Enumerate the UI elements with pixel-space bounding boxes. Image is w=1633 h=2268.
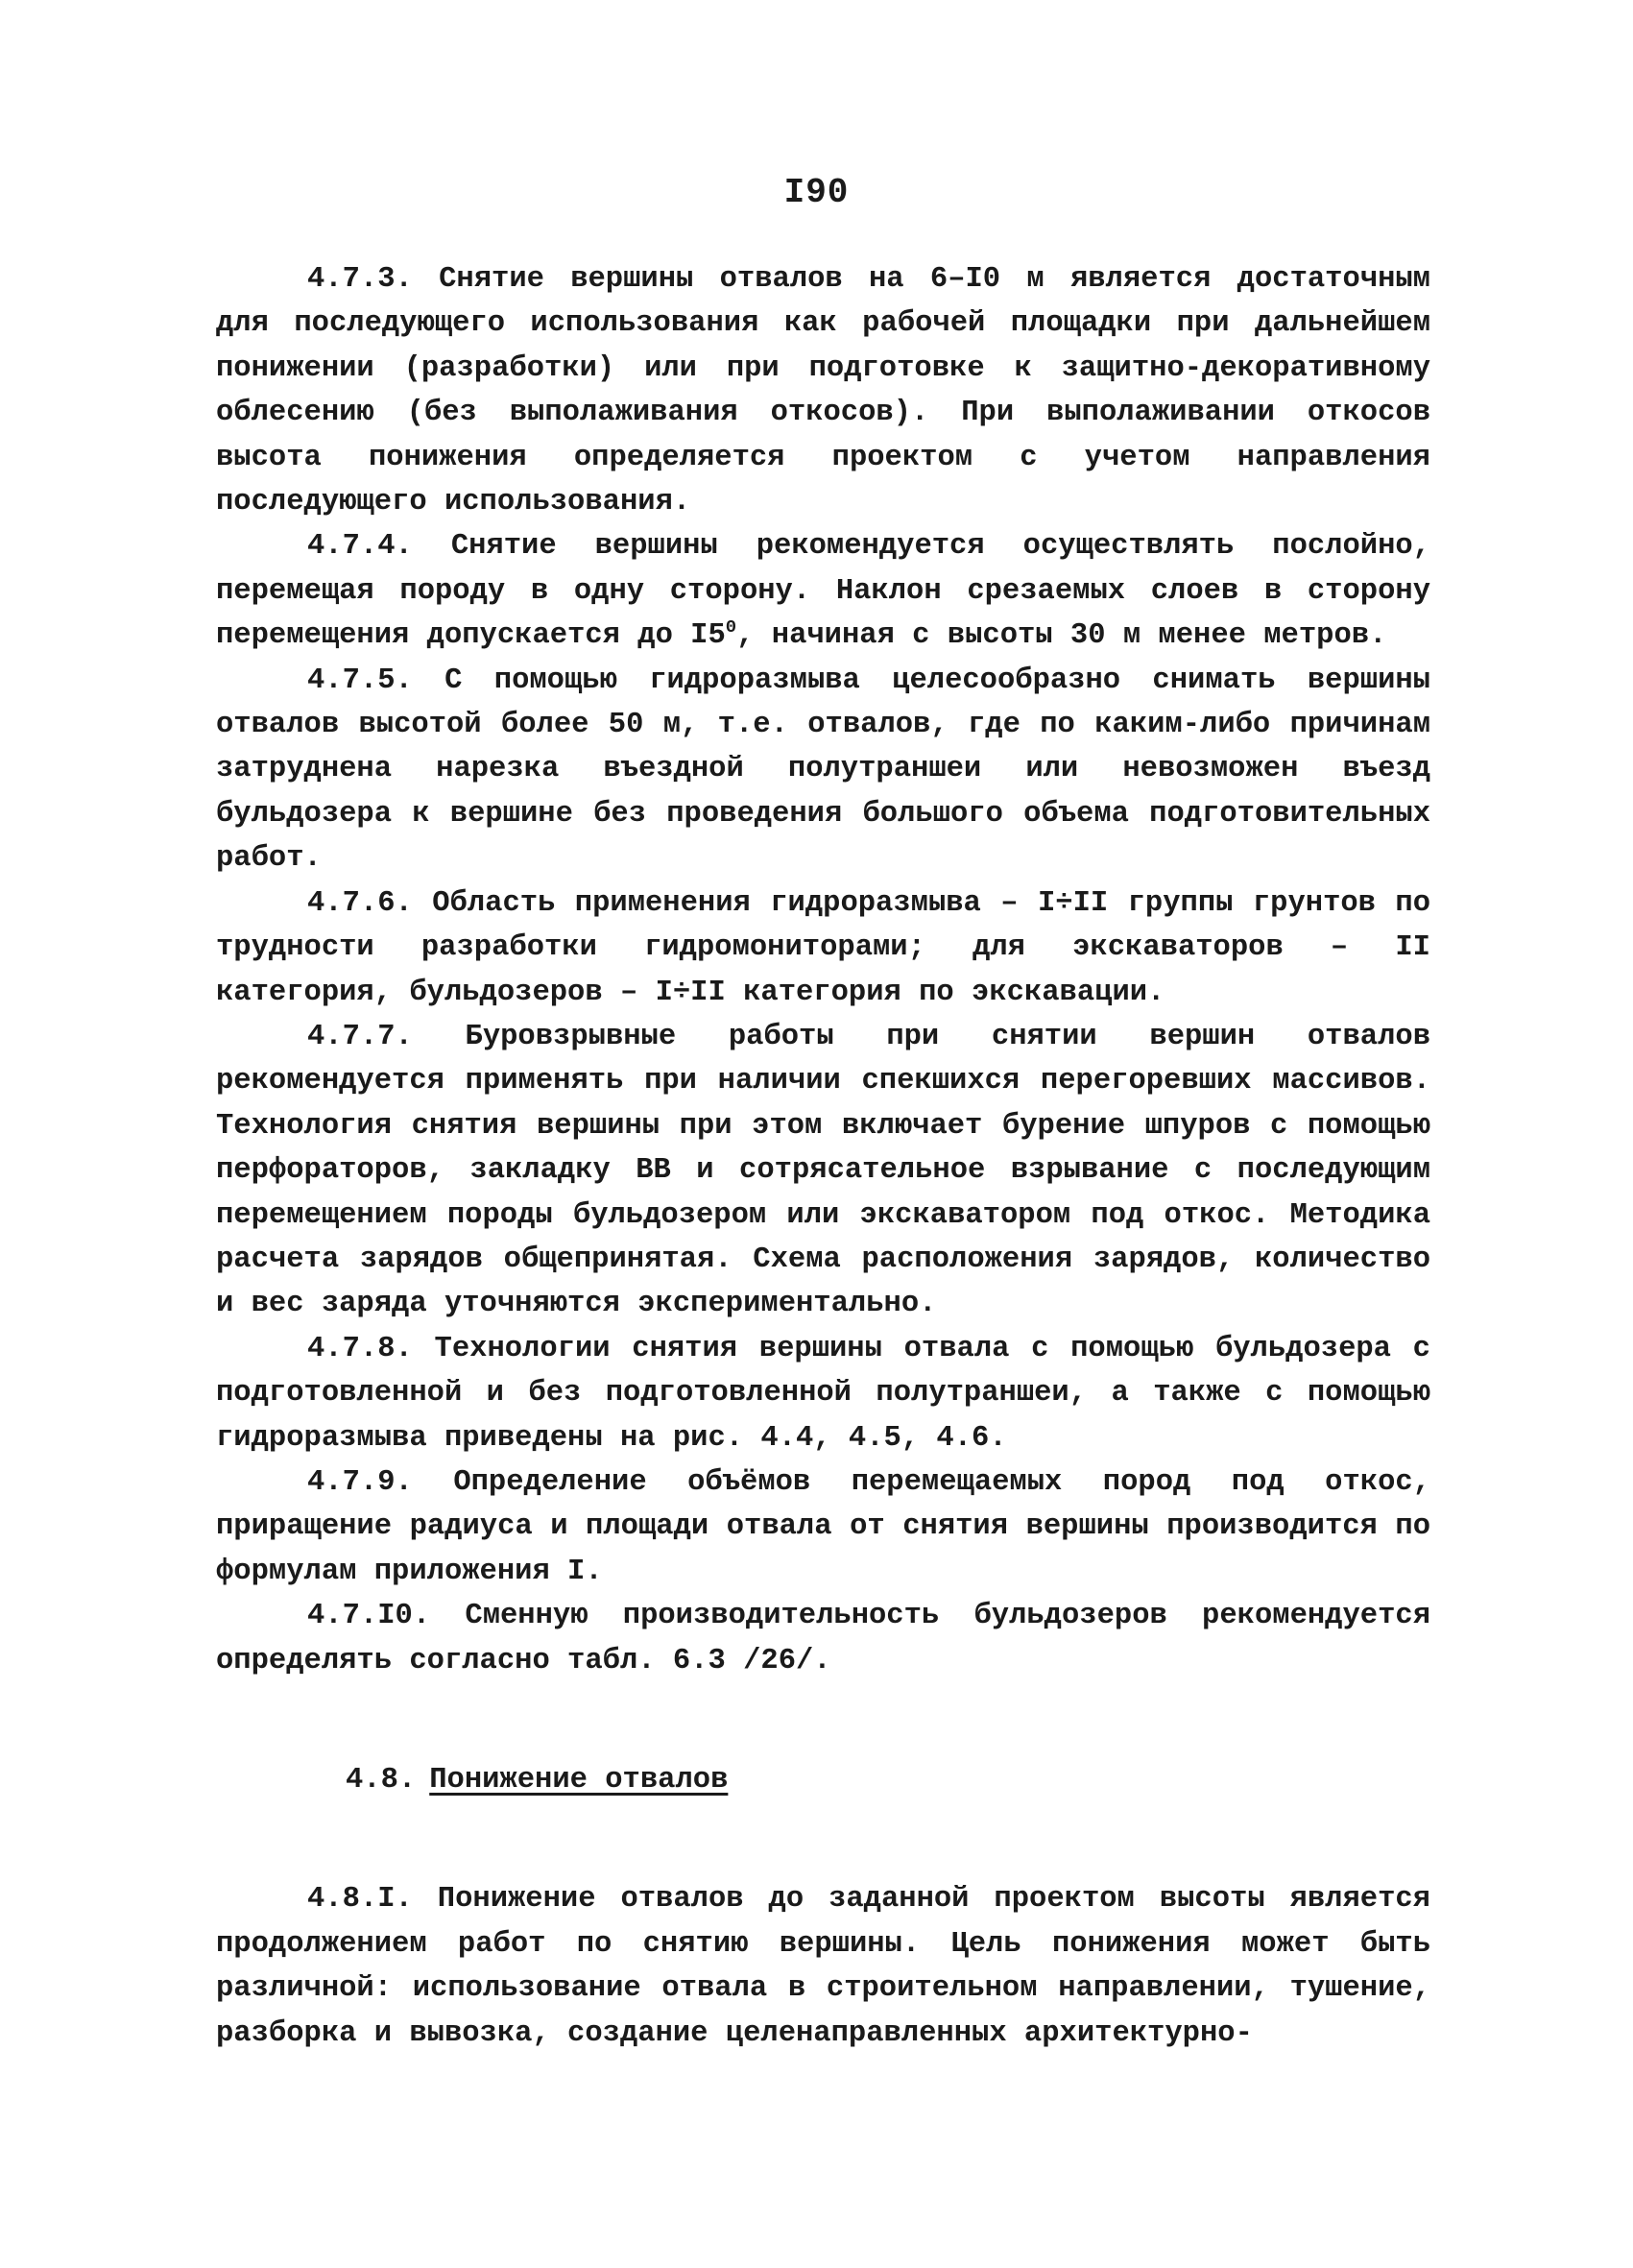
paragraph-text: Технологии снятия вершины отвала с помощью бульдозера с подготовленной и без подготовленной полутраншеи, а также с помощью гидроразмыва приведены на рис. 4.4, 4.5, 4.6.	[216, 1332, 1430, 1455]
degree-superscript: 0	[725, 616, 737, 639]
section-number: 4.8.	[346, 1764, 417, 1797]
paragraph-4-8-1	[216, 1877, 1430, 2056]
paragraph-4-7-10	[216, 1594, 1430, 1683]
paragraph-label: 4.7.5.	[307, 664, 413, 697]
page-number: I90	[783, 173, 850, 212]
paragraph-text: Понижение отвалов до заданной проектом высоты является продолжением работ по снятию вершины. Цель понижения может быть различной: использование отвала в строительном направлении, тушение, разборка и вывозка, создание целенаправленных архитектурно-	[216, 1883, 1430, 2050]
paragraph-text: Сменную производительность бульдозеров рекомендуется определять согласно табл. 6.3 /26/.	[216, 1600, 1430, 1677]
paragraph-label: 4.7.I0.	[307, 1600, 431, 1633]
section-heading	[216, 1758, 1430, 1802]
paragraph-label: 4.7.3.	[307, 263, 413, 296]
paragraph-text: С помощью гидроразмыва целесообразно снимать вершины отвалов высотой более 50 м, т.е. отвалов, где по каким-либо причинам затруднена нарезка въездной полутраншеи или невозможен въезд бульдозера к вершине без проведения большого объема подготовительных работ.	[216, 664, 1430, 876]
paragraph-label: 4.7.9.	[307, 1465, 413, 1499]
paragraph-label: 4.8.I.	[307, 1883, 413, 1917]
paragraph-label: 4.7.8.	[307, 1332, 413, 1365]
paragraph-4-7-3	[216, 257, 1430, 524]
paragraph-text: Определение объёмов перемещаемых пород под откос, приращение радиуса и площади отвала от снятия вершины производится по формулам приложения I.	[216, 1465, 1430, 1588]
paragraph-text-continued: , начиная с высоты 30 м менее метров.	[736, 619, 1387, 653]
paragraph-4-7-5	[216, 659, 1430, 881]
paragraph-text: Буровзрывные работы при снятии вершин отвалов рекомендуется применять при наличии спекшихся перегоревших массивов. Технология снятия вершины при этом включает бурение шпуров с помощью перфораторов, закладку ВВ и сотрясательное взрывание с последующим перемещением породы бульдозером или экскаватором под откос. Методика расчета зарядов общепринятая. Схема расположения зарядов, количество и вес заряда уточняются экспериментально.	[216, 1020, 1430, 1321]
paragraph-4-7-7	[216, 1015, 1430, 1327]
paragraph-text: Снятие вершины рекомендуется осуществлять послойно, перемещая породу в одну сторону. Наклон срезаемых слоев в сторону перемещения допускается до I5	[216, 530, 1430, 653]
paragraph-4-7-9	[216, 1460, 1430, 1594]
paragraph-label: 4.7.6.	[307, 886, 413, 920]
paragraph-text: Область применения гидроразмыва – I÷II группы грунтов по трудности разработки гидромониторами; для экскаваторов – II категория, бульдозеров – I÷II категория по экскавации.	[216, 886, 1430, 1009]
paragraph-label: 4.7.4.	[307, 530, 413, 564]
document-body	[216, 257, 1430, 2056]
paragraph-text: Снятие вершины отвалов на 6–I0 м является достаточным для последующего использования как рабочей площадки при дальнейшем понижении (разработки) или при подготовке к защитно-декоративному облесению (без выполаживания откосов). При выполаживании откосов высота понижения определяется проектом с учетом направления последующего использования.	[216, 263, 1430, 519]
paragraph-4-7-6	[216, 881, 1430, 1015]
section-title: Понижение отвалов	[429, 1764, 729, 1797]
paragraph-4-7-8	[216, 1327, 1430, 1460]
paragraph-label: 4.7.7.	[307, 1020, 413, 1053]
paragraph-4-7-4	[216, 524, 1430, 658]
